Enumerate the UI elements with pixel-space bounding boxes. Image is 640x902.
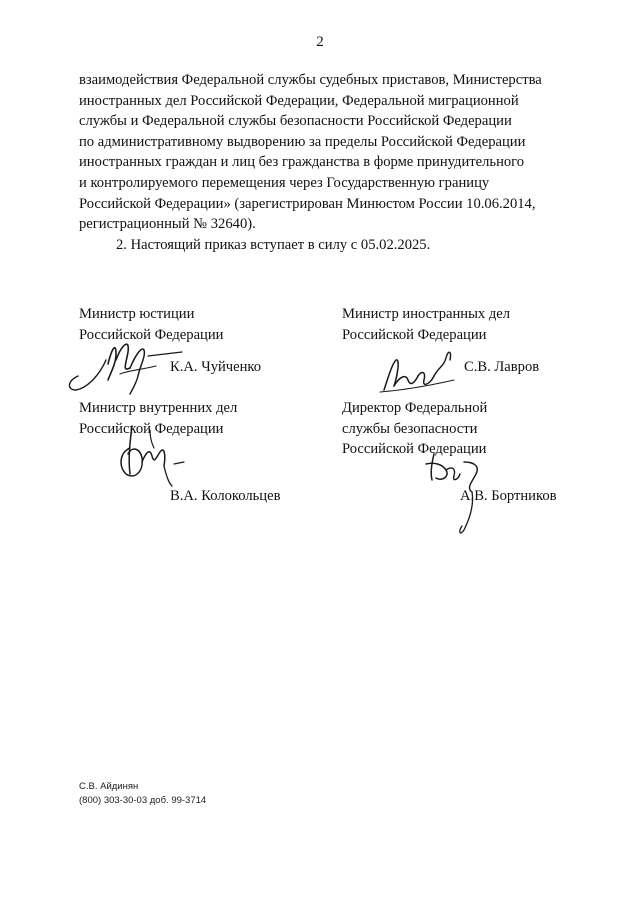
signatory-title-line: Российской Федерации: [342, 441, 487, 458]
document-body: [79, 70, 567, 255]
signatory-interior-name: В.А. Колокольцев: [170, 488, 281, 504]
signature-justice: [60, 330, 200, 400]
signatory-fsb-name: А.В. Бортников: [460, 488, 557, 504]
body-line: по административному выдворению за пределы Российской Федерации: [79, 133, 526, 150]
signatory-title-line: Российской Федерации: [79, 420, 224, 437]
body-line: и контролируемого перемещения через Государственную границу: [79, 174, 490, 191]
page-number: 2: [316, 34, 324, 50]
signature-foreign: [374, 340, 464, 400]
signatory-title-line: службы безопасности: [342, 420, 478, 437]
body-line: иностранных граждан и лиц без гражданства в форме принудительного: [79, 154, 525, 171]
executor-name: С.В. Айдинян: [79, 781, 139, 792]
signatory-foreign-title: [342, 304, 510, 345]
signature-interior: [110, 418, 200, 498]
body-line: взаимодействия Федеральной службы судебных приставов, Министерства: [79, 72, 542, 88]
signatory-title-line: Российской Федерации: [79, 326, 224, 343]
signatory-title-line: Директор Федеральной: [342, 400, 488, 416]
executor-phone: (800) 303-30-03 доб. 99-3714: [79, 794, 207, 806]
signatory-title-line: Министр иностранных дел: [342, 306, 511, 322]
body-line: иностранных дел Российской Федерации, Федеральной миграционной: [79, 92, 519, 109]
signature-fsb: [420, 448, 500, 544]
effective-date-paragraph: 2. Настоящий приказ вступает в силу с 05.02.2025.: [116, 236, 431, 253]
signatory-title-line: Российской Федерации: [342, 326, 487, 343]
signatory-title-line: Министр внутренних дел: [79, 400, 238, 416]
signatory-title-line: Министр юстиции: [79, 306, 195, 322]
body-line: Российской Федерации» (зарегистрирован Минюстом России 10.06.2014,: [79, 195, 536, 212]
body-line: регистрационный № 32640).: [79, 216, 256, 233]
body-line: службы и Федеральной службы безопасности Российской Федерации: [79, 113, 512, 130]
signatory-foreign-name: С.В. Лавров: [464, 359, 540, 375]
signatory-justice-name: К.А. Чуйченко: [170, 359, 262, 375]
executor-info: [79, 780, 206, 807]
